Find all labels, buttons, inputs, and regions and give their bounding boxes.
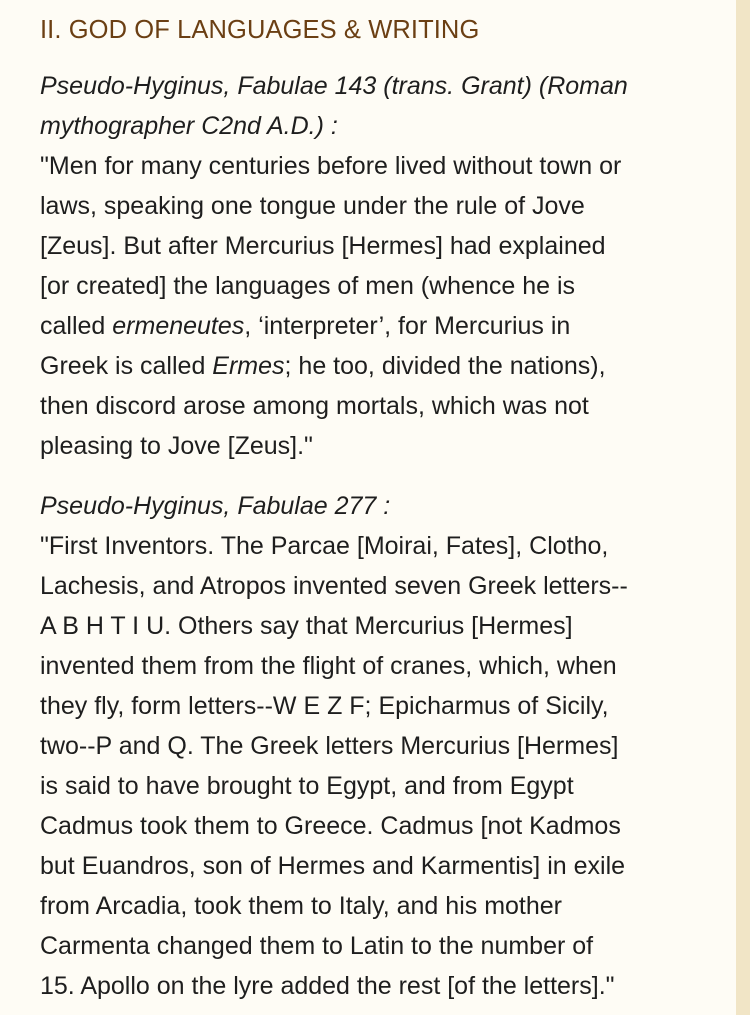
source-citation-line: mythographer C2nd A.D.) : [40,112,338,140]
quote-line [40,306,730,346]
quote-line: invented them from the flight of cranes, which, when [40,652,617,680]
section-heading: II. GOD OF LANGUAGES & WRITING [40,16,480,44]
quote-text: ; he too, divided the nations), [284,352,606,380]
quote-text: , ‘interpreter’, for Mercurius in [244,312,571,340]
page-edge [736,0,750,1015]
quote-line: pleasing to Jove [Zeus]." [40,432,313,460]
quote-line: "First Inventors. The Parcae [Moirai, Fates], Clotho, [40,532,609,560]
quote-line: is said to have brought to Egypt, and from Egypt [40,772,574,800]
quote-line: "Men for many centuries before lived without town or [40,152,622,180]
greek-term: Ermes [212,352,285,380]
quote-text: Greek is called [40,352,213,380]
quote-line: Cadmus took them to Greece. Cadmus [not Kadmos [40,812,621,840]
quote-line: A B H T I U. Others say that Mercurius [Hermes] [40,612,573,640]
quote-line: [or created] the languages of men (whence he is [40,272,576,300]
quote-line: Carmenta changed them to Latin to the number of [40,932,594,960]
quote-line: laws, speaking one tongue under the rule of Jove [40,192,585,220]
quote-line: two--P and Q. The Greek letters Mercurius [Hermes] [40,732,619,760]
quote-line: [Zeus]. But after Mercurius [Hermes] had explained [40,232,606,260]
passage-fabulae-143 [40,66,730,466]
quote-line: Lachesis, and Atropos invented seven Greek letters-- [40,572,628,600]
passage-fabulae-277 [40,486,730,1006]
quote-line: they fly, form letters--W E Z F; Epicharmus of Sicily, [40,692,609,720]
source-citation-line: Pseudo-Hyginus, Fabulae 143 (trans. Grant) (Roman [40,72,628,100]
quote-line: then discord arose among mortals, which was not [40,392,589,420]
quote-line: 15. Apollo on the lyre added the rest [of the letters]." [40,972,615,1000]
quote-text: called [40,312,113,340]
quote-line: but Euandros, son of Hermes and Karmentis] in exile [40,852,626,880]
quote-line [40,346,730,386]
source-citation-line: Pseudo-Hyginus, Fabulae 277 : [40,492,391,520]
greek-term: ermeneutes [112,312,245,340]
quote-line: from Arcadia, took them to Italy, and his mother [40,892,562,920]
